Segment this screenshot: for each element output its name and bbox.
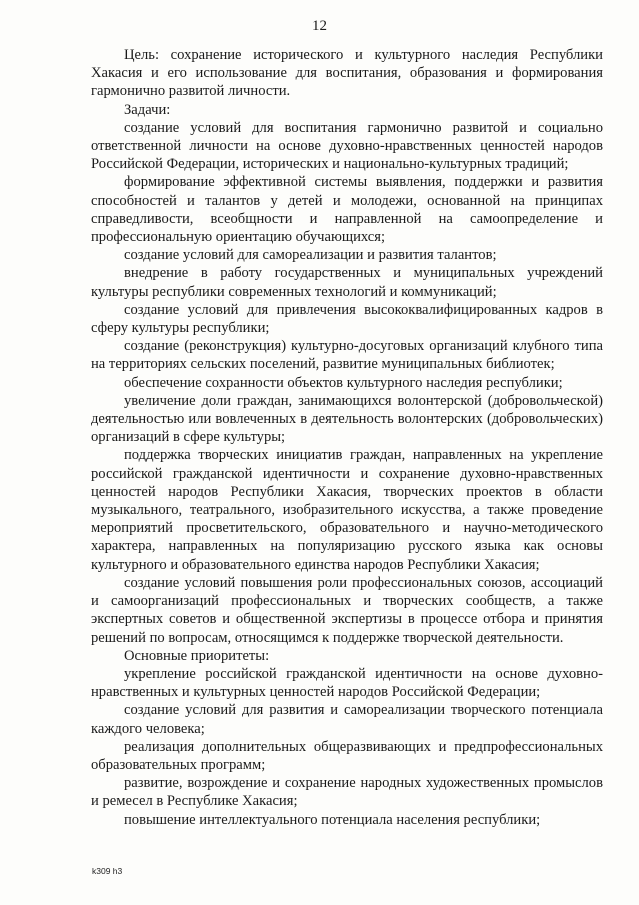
task-item: формирование эффективной системы выявления, поддержки и развития способностей и талантов у детей и молодежи, основанной на принципах справедливости, всеобщности и направленной на самоопределение и профессиональную ориентацию обучающихся; [91, 174, 603, 246]
task-item: обеспечение сохранности объектов культурного наследия республики; [124, 374, 563, 391]
task-item: создание условий для самореализации и развития талантов; [124, 247, 497, 264]
task-item: внедрение в работу государственных и муниципальных учреждений культуры республики современных технологий и коммуникаций; [91, 265, 603, 300]
paragraph-goal: Цель: сохранение исторического и культурного наследия Республики Хакасия и его использование для воспитания, образования и формирования гармонично развитой личности. [91, 47, 603, 100]
page-number: 12 [312, 18, 327, 34]
heading-priorities: Основные приоритеты: [124, 647, 270, 664]
priority-item: реализация дополнительных общеразвивающих и предпрофессиональных образовательных программ; [91, 738, 603, 773]
task-item: создание условий повышения роли профессиональных союзов, ассоциаций и самоорганизаций профессиональных и творческих сообществ, а также экспертных советов и общественной экспертизы в процессе отбора и принятия решений по вопросам, относящимся к поддержке творческой деятельности. [91, 574, 603, 646]
footer-code: k309 h3 [92, 866, 123, 876]
priority-item: укрепление российской гражданской идентичности на основе духовно-нравственных и культурных ценностей народов Российской Федерации; [91, 665, 603, 701]
task-item: увеличение доли граждан, занимающихся волонтерской (добровольческой) деятельностью или вовлеченных в деятельность волонтерских (добровольческих) организаций в сфере культуры; [91, 392, 603, 446]
task-item: создание условий для воспитания гармонично развитой и социально ответственной личности на основе духовно-нравственных ценностей народов Российской Федерации, исторических и национально-культурных традиций; [91, 119, 603, 173]
priority-item: повышение интеллектуального потенциала населения республики; [124, 811, 541, 828]
task-item: создание условий для привлечения высококвалифицированных кадров в сферу культуры республики; [91, 301, 603, 337]
heading-tasks: Задачи: [124, 101, 171, 118]
task-item: поддержка творческих инициатив граждан, направленных на укрепление российской гражданской идентичности и сохранение духовно-нравственных ценностей народов Республики Хакасия, творческих проектов в области музыкального, театрального, изобразительного искусства, а также проведение мероприятий просветительского, образовательного и научно-методического характера, направленных на популяризацию русского языка как основы культурного и образовательного единства народов Республики Хакасия; [91, 447, 603, 573]
task-item: создание (реконструкция) культурно-досуговых организаций клубного типа на территориях сельских поселений, развитие муниципальных библиотек; [91, 338, 603, 373]
priority-item: создание условий для развития и самореализации творческого потенциала каждого человека; [91, 702, 603, 737]
document-body [91, 46, 603, 829]
priority-item: развитие, возрождение и сохранение народных художественных промыслов и ремесел в Республике Хакасия; [91, 775, 603, 810]
